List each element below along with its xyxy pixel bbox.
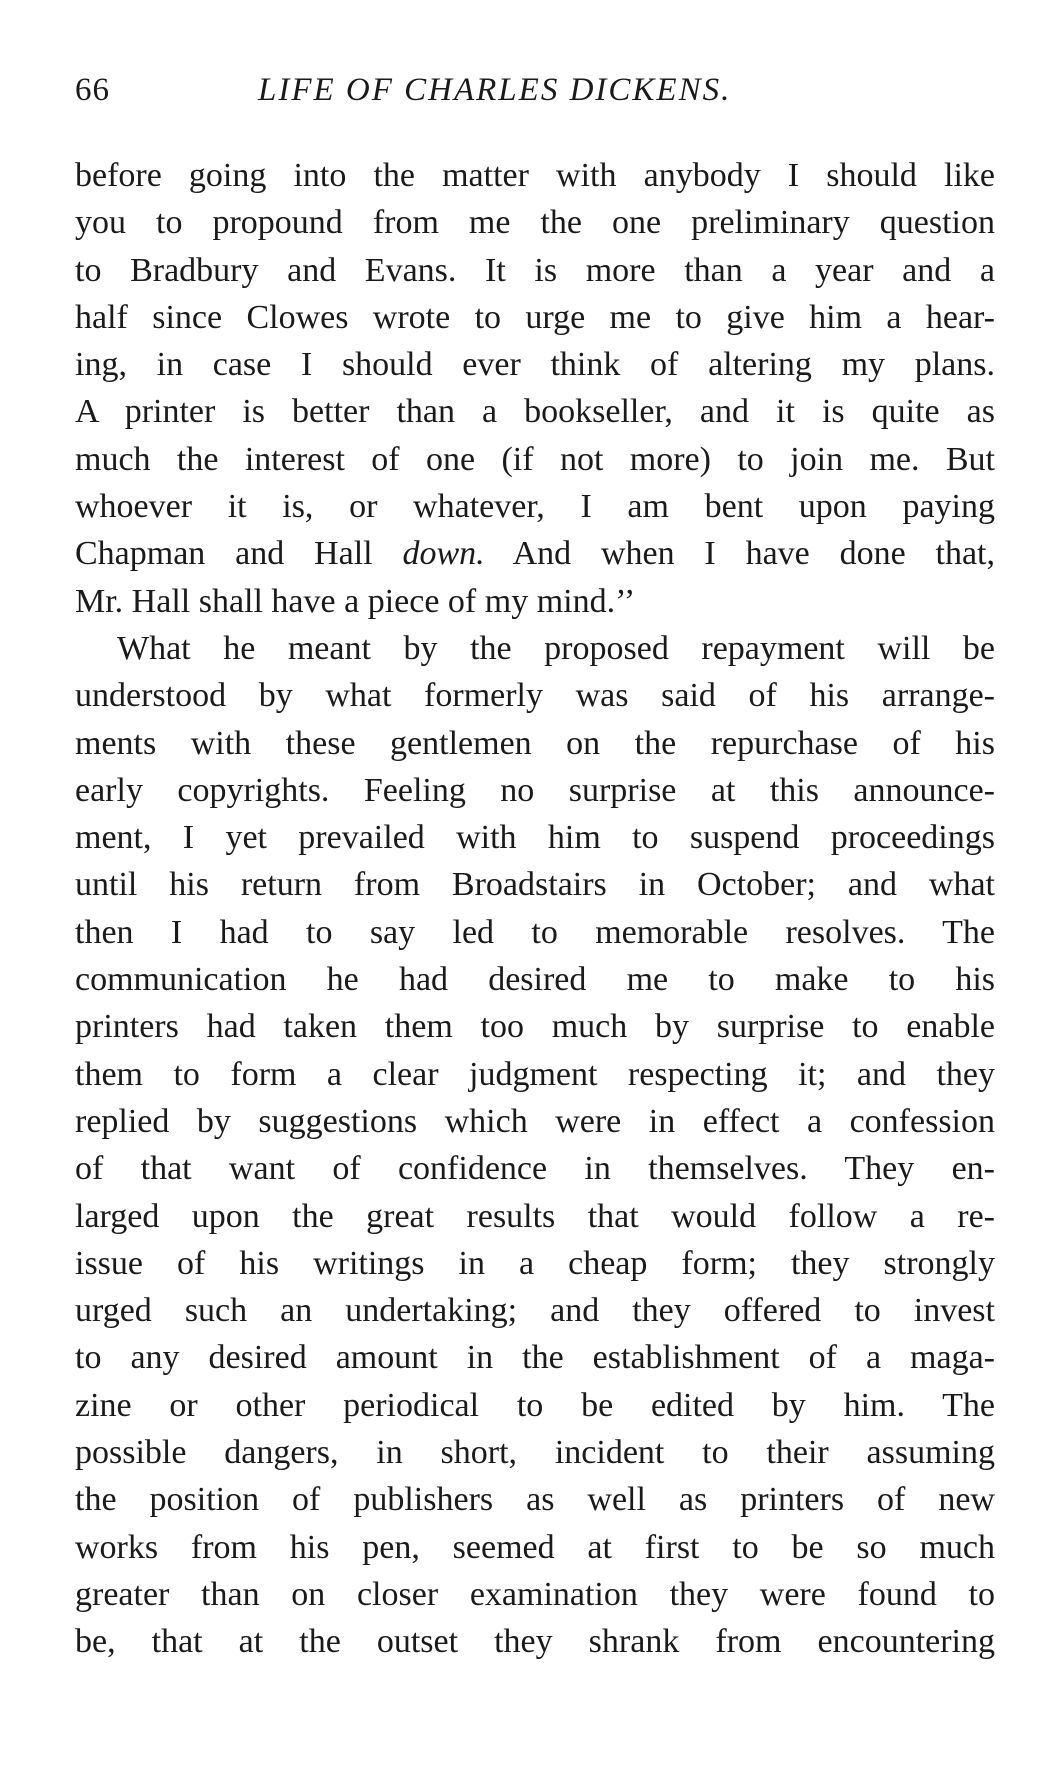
text-line: the position of publishers as well as printers of new (75, 1481, 995, 1519)
text-line: zine or other periodical to be edited by him. The (75, 1386, 995, 1424)
text-line: to any desired amount in the establishment of a maga- (75, 1339, 995, 1377)
text-line: understood by what formerly was said of his arrange- (75, 677, 995, 715)
text-line: urged such an undertaking; and they offered to invest (75, 1292, 995, 1330)
paragraph-start-line: What he meant by the proposed repayment will be (117, 629, 995, 667)
text-line: half since Clowes wrote to urge me to give him a hear- (75, 298, 995, 336)
text-line: ment, I yet prevailed with him to suspend proceedings (75, 819, 995, 857)
text-segment: And when I have done that, (484, 535, 996, 573)
running-title: LIFE OF CHARLES DICKENS. (258, 72, 732, 108)
text-line: ments with these gentlemen on the repurchase of his (75, 724, 995, 762)
text-line: then I had to say led to memorable resolves. The (75, 913, 995, 951)
text-line (75, 530, 995, 577)
italic-emphasis: down. (402, 535, 485, 573)
text-line: Mr. Hall shall have a piece of my mind.’’ (75, 582, 636, 620)
text-line: possible dangers, in short, incident to their assuming (75, 1434, 995, 1472)
text-line: issue of his writings in a cheap form; they strongly (75, 1244, 995, 1282)
text-line: works from his pen, seemed at first to be so much (75, 1528, 995, 1566)
text-segment: Chapman and Hall (75, 535, 403, 573)
text-line: be, that at the outset they shrank from encountering (75, 1623, 995, 1661)
text-line: until his return from Broadstairs in October; and what (75, 866, 995, 904)
page-number: 66 (75, 72, 110, 108)
text-line: much the interest of one (if not more) to join me. But (75, 440, 995, 478)
text-line: replied by suggestions which were in effect a confession (75, 1102, 995, 1140)
text-line: communication he had desired me to make to his (75, 961, 995, 999)
text-line: greater than on closer examination they were found to (75, 1575, 995, 1613)
page-header (75, 72, 995, 122)
text-line: larged upon the great results that would follow a re- (75, 1197, 995, 1235)
text-line: A printer is better than a bookseller, and it is quite as (75, 393, 995, 431)
text-line: before going into the matter with anybody I should like (75, 157, 995, 194)
text-line: you to propound from me the one preliminary question (75, 204, 995, 242)
text-line: early copyrights. Feeling no surprise at this announce- (75, 771, 995, 809)
text-line: whoever it is, or whatever, I am bent upon paying (75, 488, 995, 526)
body-text (75, 152, 995, 1666)
text-line: them to form a clear judgment respecting it; and they (75, 1055, 995, 1093)
text-line: of that want of confidence in themselves. They en- (75, 1150, 995, 1188)
text-line: ing, in case I should ever think of altering my plans. (75, 346, 995, 384)
text-line: printers had taken them too much by surprise to enable (75, 1008, 995, 1046)
text-line: to Bradbury and Evans. It is more than a year and a (75, 251, 995, 289)
